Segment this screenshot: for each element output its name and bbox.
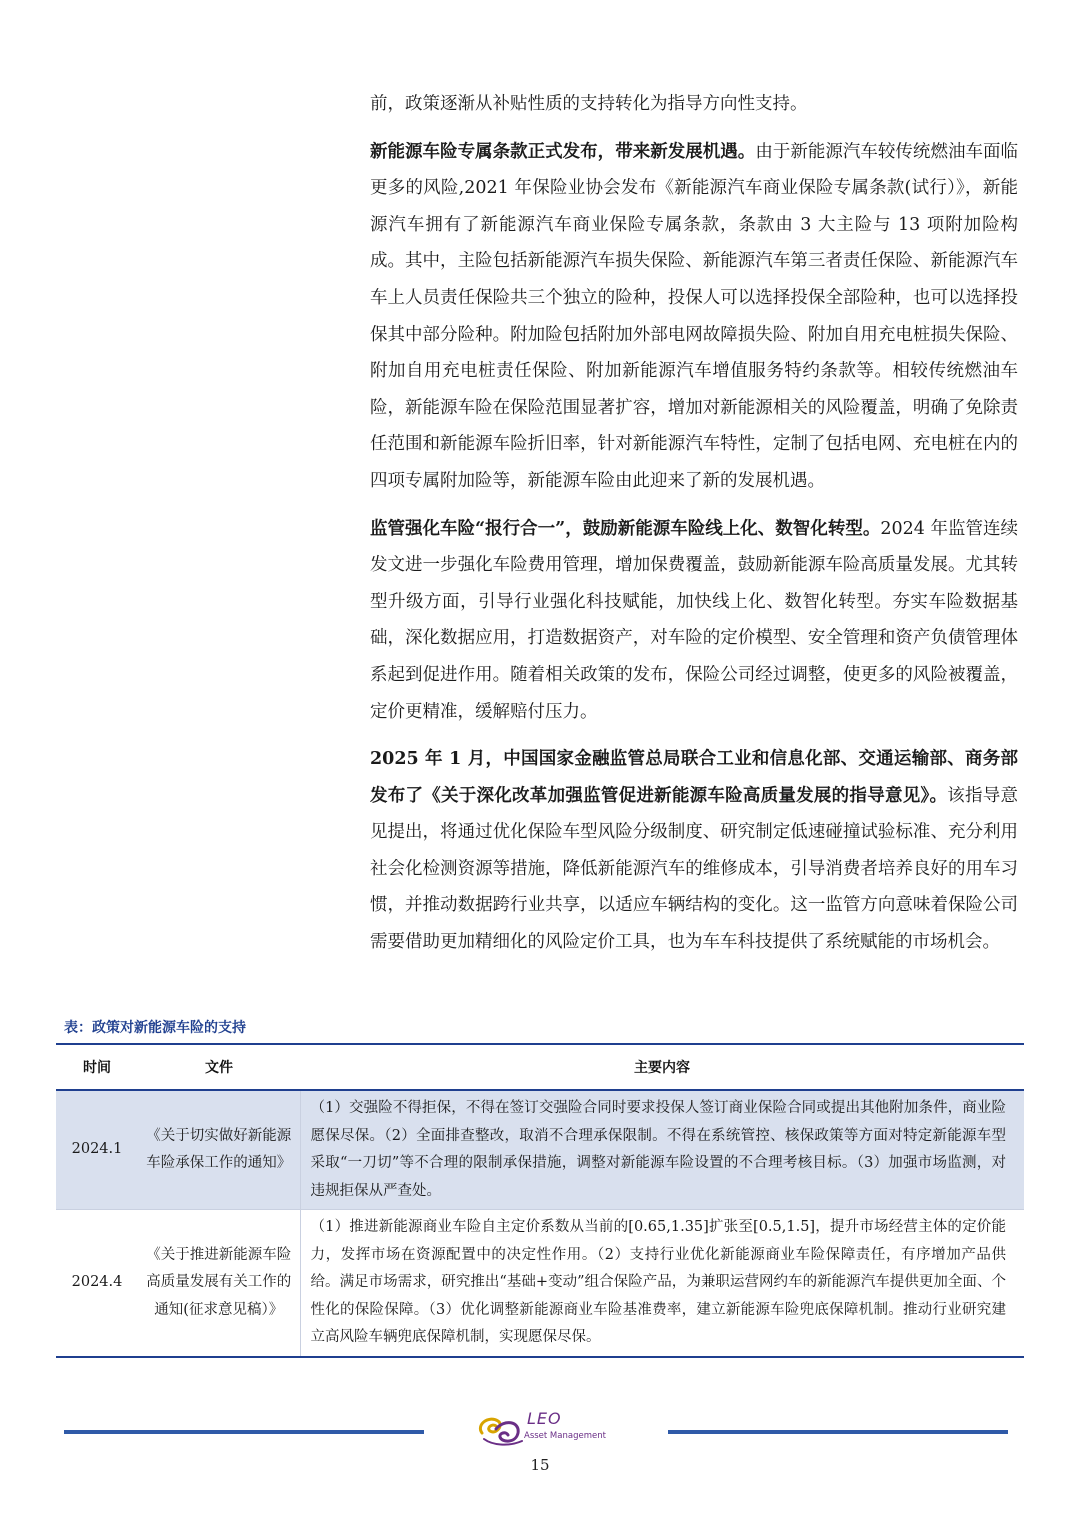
- paragraph-text: 前，政策逐渐从补贴性质的支持转化为指导方向性支持。: [370, 94, 808, 114]
- paragraph: [370, 511, 1018, 731]
- logo-text: LEO: [527, 1409, 562, 1428]
- page-number: 15: [530, 1456, 550, 1474]
- row-content: （1）交强险不得拒保，不得在签订交强险合同时要求投保人签订商业保险合同或提出其他附加条件，商业险愿保尽保。（2）全面排查整改，取消不合理承保限制。不得在系统管控、核保政策等方面对特定新能源车型采取“一刀切”等不合理的限制承保措施，调整对新能源车险设置的不合理考核目标。（3）加强市场监测，对违规拒保从严查处。: [300, 1090, 1024, 1210]
- paragraph: [370, 134, 1018, 500]
- paragraph: [370, 741, 1018, 961]
- footer-rule-left: [64, 1430, 424, 1434]
- header-content: 主要内容: [300, 1044, 1024, 1090]
- row-file: 《关于切实做好新能源车险承保工作的通知》: [138, 1090, 300, 1210]
- policy-table-wrapper: [56, 1043, 1024, 1358]
- header-file: 文件: [138, 1044, 300, 1090]
- paragraph-lead: 2025 年 1 月，中国国家金融监管总局联合工业和信息化部、交通运输部、商务部发布了《关于深化改革加强监管促进新能源车险高质量发展的指导意见》。: [370, 749, 1018, 806]
- body-text: [370, 86, 1018, 972]
- paragraph-text: 该指导意见提出，将通过优化保险车型风险分级制度、研究制定低速碰撞试验标准、充分利用社会化检测资源等措施，降低新能源汽车的维修成本，引导消费者培养良好的用车习惯，并推动数据跨行业共享，以适应车辆结构的变化。这一监管方向意味着保险公司需要借助更加精细化的风险定价工具，也为车车科技提供了系统赋能的市场机会。: [370, 785, 1019, 953]
- paragraph-text: 由于新能源汽车较传统燃油车面临更多的风险,2021 年保险业协会发布《新能源汽车商业保险专属条款(试行）》，新能源汽车拥有了新能源汽车商业保险专属条款，条款由 3 大主险与 13 项附加险构成。其中，主险包括新能源汽车损失保险、新能源汽车第三者责任保险、新能源汽车车上人员责任保险共三个独立的险种，投保人可以选择投保全部险种，也可以选择投保其中部分险种。附加险包括附加外部电网故障损失险、附加自用充电桩损失保险、附加自用充电桩责任保险、附加新能源汽车增值服务特约条款等。相较传统燃油车险，新能源车险在保险范围显著扩容，增加对新能源相关的风险覆盖，明确了免除责任范围和新能源车险折旧率，针对新能源汽车特性，定制了包括电网、充电桩在内的四项专属附加险等，新能源车险由此迎来了新的发展机遇。: [370, 141, 1019, 491]
- row-date: 2024.4: [56, 1210, 138, 1357]
- header-date: 时间: [56, 1044, 138, 1090]
- table-header-row: [56, 1044, 1024, 1090]
- leo-logo: [474, 1409, 614, 1449]
- table-row: [56, 1210, 1024, 1357]
- policy-table: [56, 1043, 1024, 1358]
- logo-subtext: Asset Management: [524, 1431, 606, 1441]
- table-caption: 表：政策对新能源车险的支持: [64, 1020, 246, 1036]
- paragraph-lead: 监管强化车险“报行合一”，鼓励新能源车险线上化、数智化转型。: [370, 518, 881, 539]
- table-row: [56, 1090, 1024, 1210]
- leo-logo-icon: [474, 1409, 530, 1449]
- row-date: 2024.1: [56, 1090, 138, 1210]
- paragraph: [370, 86, 1018, 123]
- paragraph-lead: 新能源车险专属条款正式发布，带来新发展机遇。: [370, 141, 756, 162]
- paragraph-text: 2024 年监管连续发文进一步强化车险费用管理，增加保费覆盖，鼓励新能源车险高质量发展。尤其转型升级方面，引导行业强化科技赋能，加快线上化、数智化转型。夯实车险数据基础，深化数据应用，打造数据资产，对车险的定价模型、安全管理和资产负债管理体系起到促进作用。随着相关政策的发布，保险公司经过调整，使更多的风险被覆盖，定价更精准，缓解赔付压力。: [370, 518, 1018, 722]
- footer-rule-right: [668, 1430, 1008, 1434]
- row-file: 《关于推进新能源车险高质量发展有关工作的通知(征求意见稿）》: [138, 1210, 300, 1357]
- row-content: （1）推进新能源商业车险自主定价系数从当前的[0.65,1.35]扩张至[0.5,1.5]，提升市场经营主体的定价能力，发挥市场在资源配置中的决定性作用。（2）支持行业优化新能源商业车险保障责任，有序增加产品供给。满足市场需求，研究推出“基础+变动”组合保险产品，为兼职运营网约车的新能源汽车提供更加全面、个性化的保险保障。（3）优化调整新能源商业车险基准费率，建立新能源车险兜底保障机制。推动行业研究建立高风险车辆兜底保障机制，实现愿保尽保。: [300, 1210, 1024, 1357]
